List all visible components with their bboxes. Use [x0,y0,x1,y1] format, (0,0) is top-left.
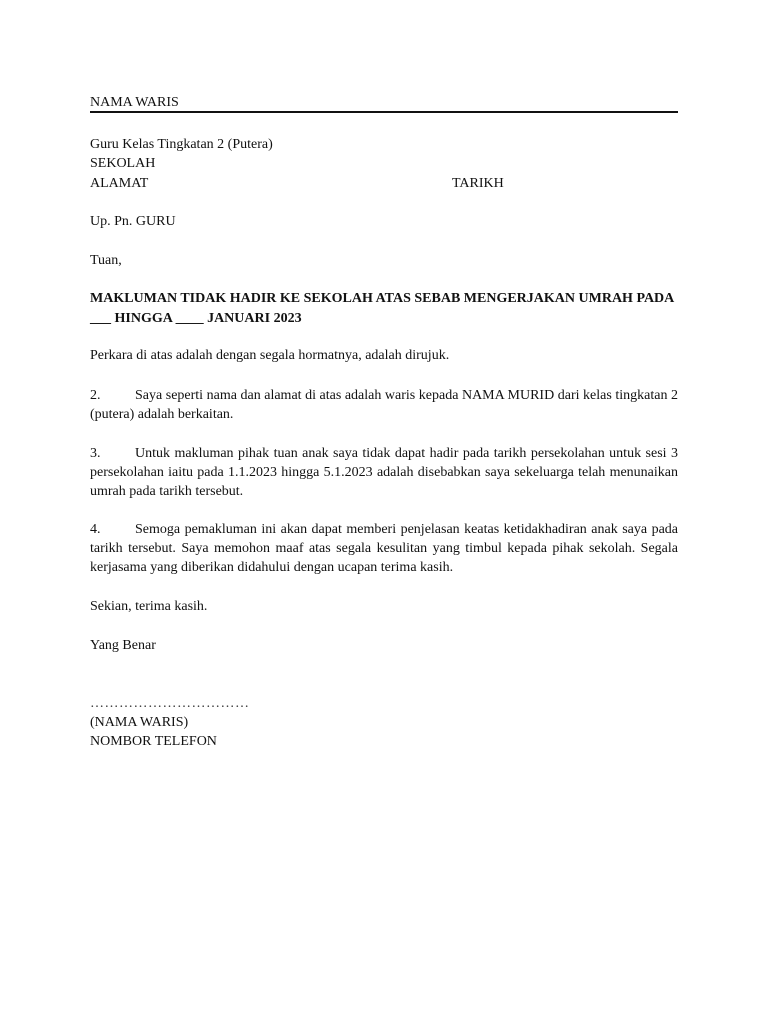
paragraph-3 [90,444,678,501]
date-label: TARIKH [452,176,504,191]
paragraph-text: Untuk makluman pihak tuan anak saya tidak dapat hadir pada tarikh persekolahan untuk sesi 3 persekolahan iaitu pada 1.1.2023 hingga 5.1.2023 adalah disebabkan saya sekeluarga telah menunaikan umrah pada tarikh tersebut. [90,446,678,499]
sender-name: NAMA WARIS [90,95,179,110]
paragraph-4 [90,520,678,577]
paragraph-number: 3. [90,446,101,461]
signature-name: (NAMA WARIS) [90,715,189,730]
paragraph-2 [90,386,678,424]
signature-dots: …………………………… [90,696,250,711]
paragraph-number: 4. [90,522,101,537]
paragraph-text: Saya seperti nama dan alamat di atas adalah waris kepada NAMA MURID dari kelas tingkatan 2 (putera) adalah berkaitan. [90,388,678,422]
header-divider [90,111,678,113]
letter-page [90,0,678,1024]
recipient-line-1: Guru Kelas Tingkatan 2 (Putera) [90,137,273,152]
paragraph-number: 2. [90,388,101,403]
subject-heading: MAKLUMAN TIDAK HADIR KE SEKOLAH ATAS SEBAB MENGERJAKAN UMRAH PADA ___ HINGGA ____ JANUARI 2023 [90,291,674,326]
closing-line: Sekian, terima kasih. [90,599,208,614]
signature-phone: NOMBOR TELEFON [90,734,217,749]
recipient-address: ALAMAT [90,176,149,191]
recipient-school: SEKOLAH [90,156,156,171]
salutation: Tuan, [90,253,122,268]
attention-line: Up. Pn. GURU [90,214,176,229]
sign-off: Yang Benar [90,638,156,653]
intro-paragraph: Perkara di atas adalah dengan segala hormatnya, adalah dirujuk. [90,348,450,363]
paragraph-text: Semoga pemakluman ini akan dapat memberi penjelasan keatas ketidakhadiran anak saya pada tarikh tersebut. Saya memohon maaf atas segala kesulitan yang timbul kepada pihak sekolah. Segala kerjasama yang diberikan didahului dengan ucapan terima kasih. [90,522,678,575]
